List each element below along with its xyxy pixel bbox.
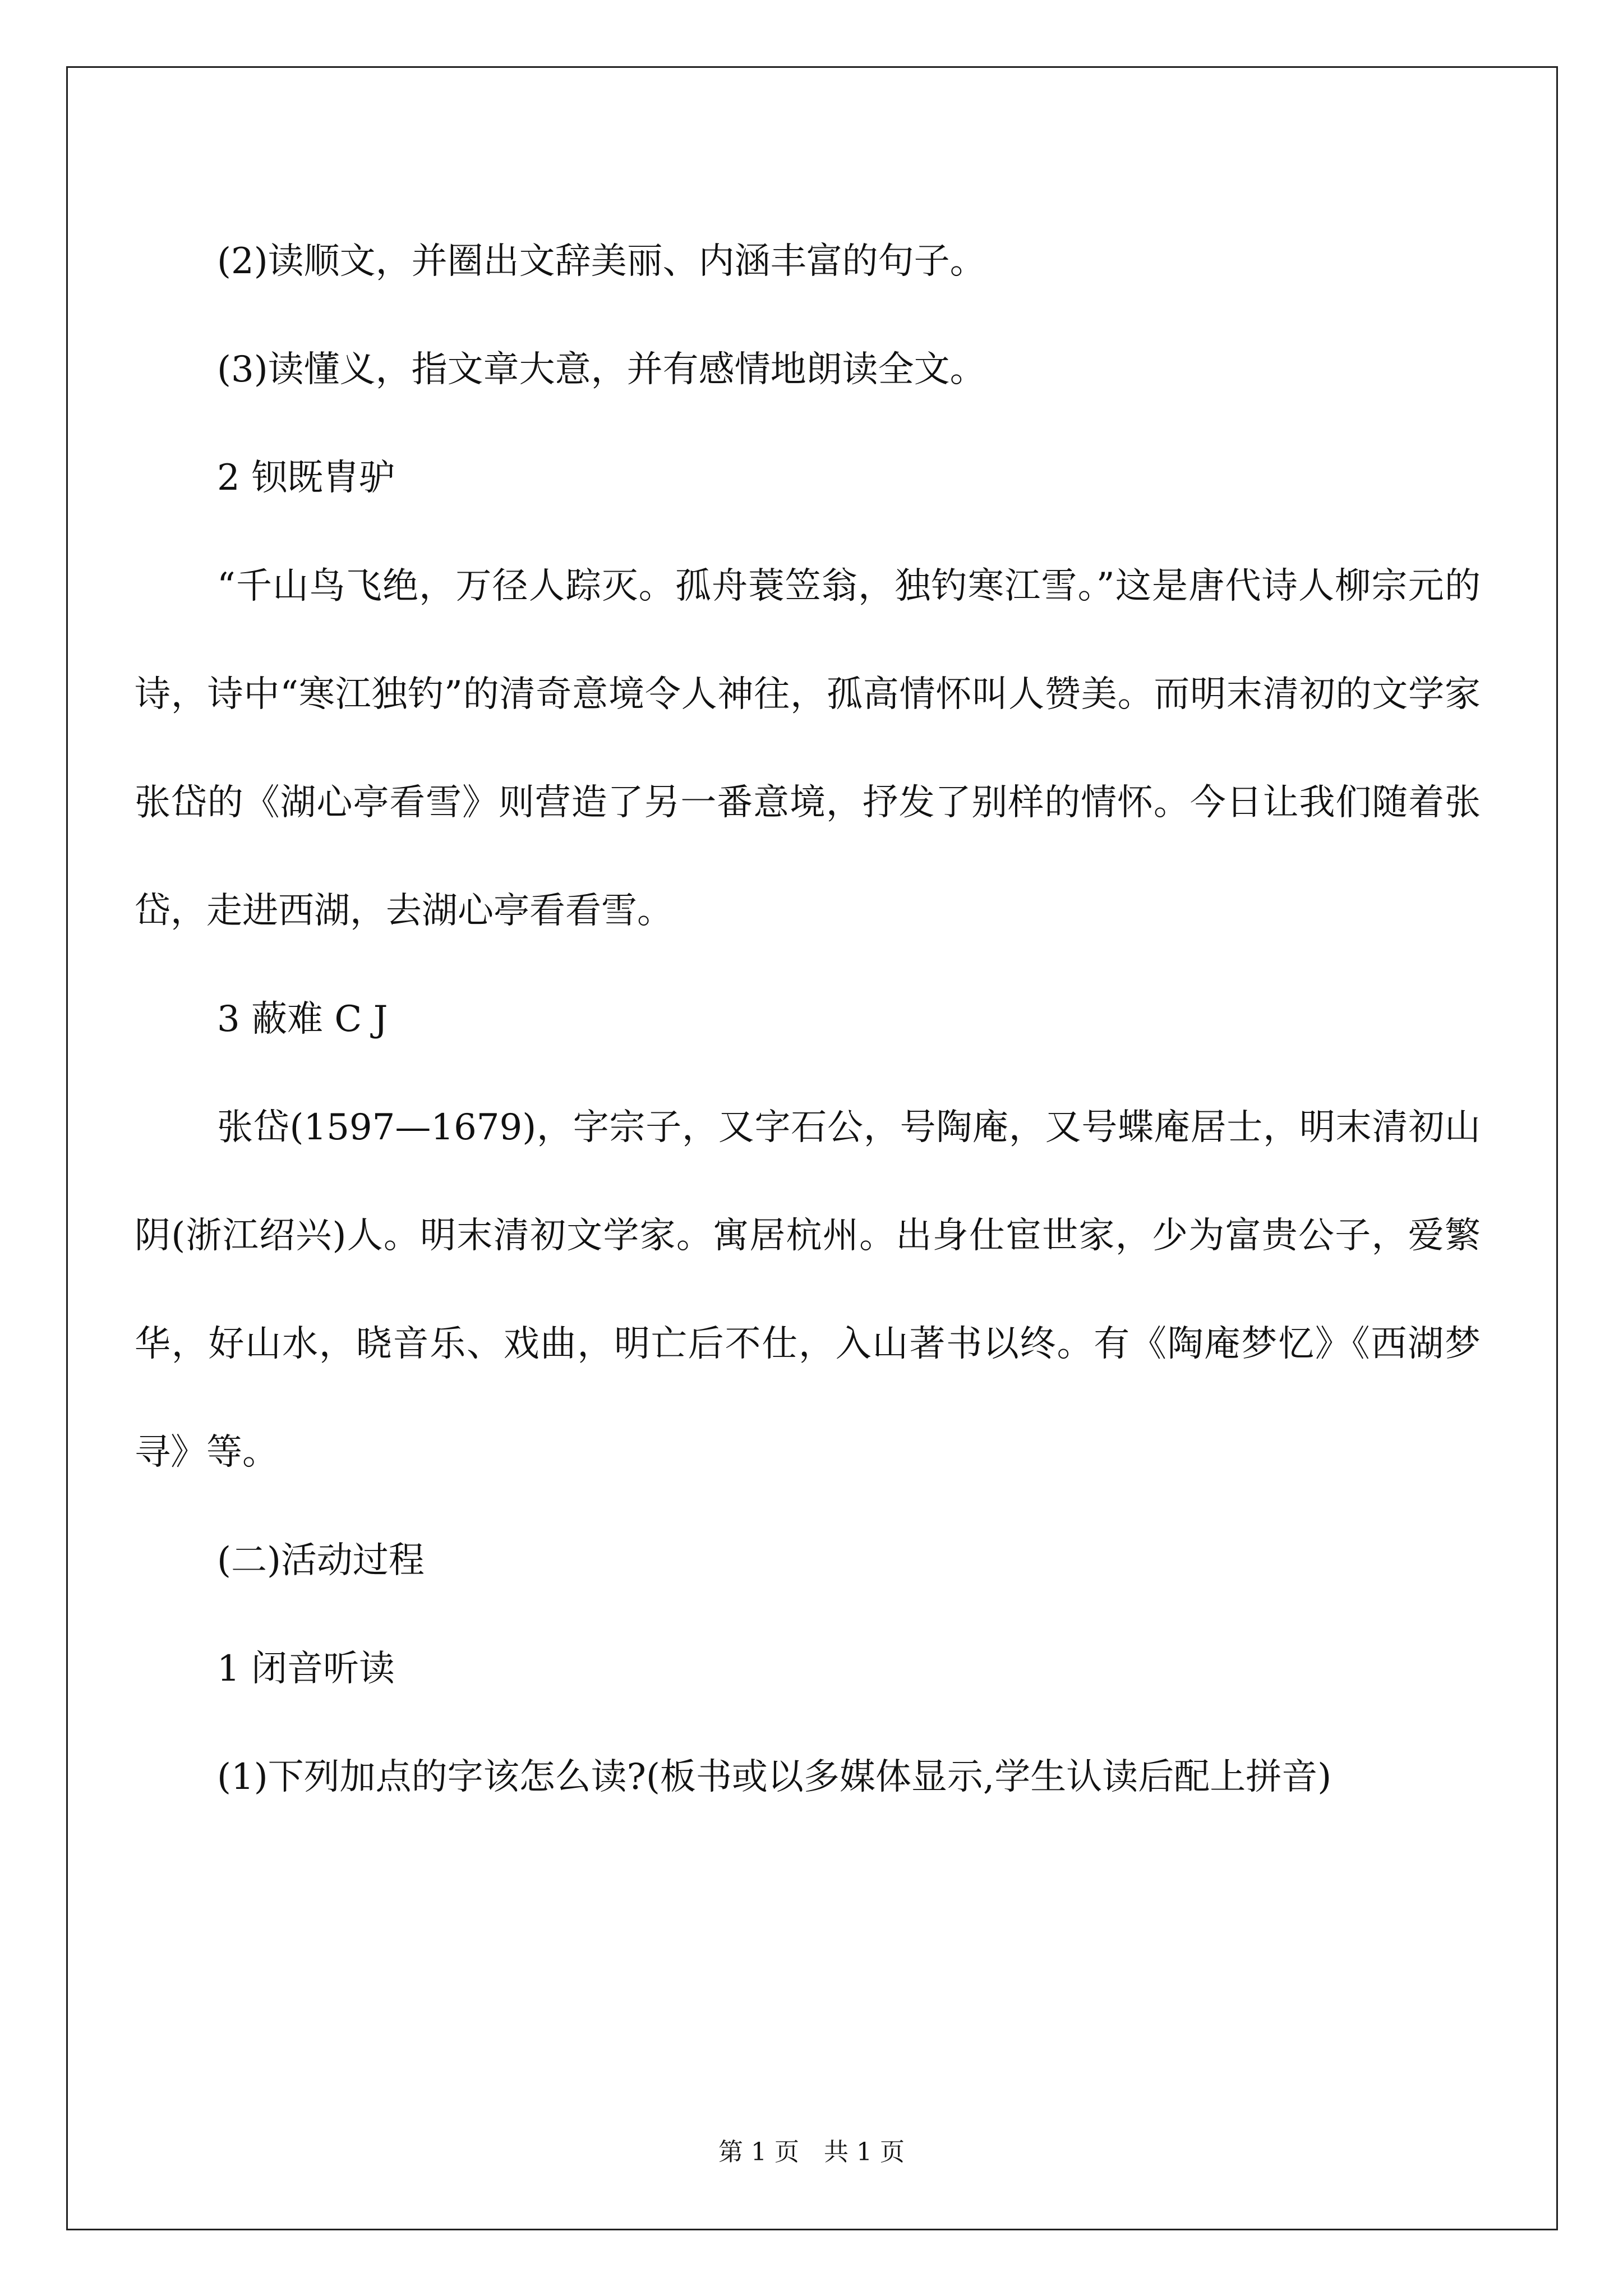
section-heading-activity: (二)活动过程 [217,1540,425,1581]
document-body [135,208,1481,1832]
section-heading-2: 2 钡既胄驴 [217,457,395,499]
page-number-footer: 第 1 页 共 1 页 [718,2138,905,2166]
section-heading-listen: 1 闭音听读 [217,1648,395,1690]
paragraph-read-smoothly: (2)读顺文，并圈出文辞美丽、内涵丰富的句子。 [217,241,986,282]
paragraph-pronunciation: (1)下列加点的字该怎么读?(板书或以多媒体显示,学生认读后配上拼音) [217,1756,1332,1798]
paragraph-introduction: “千山鸟飞绝，万径人踪灭。孤舟蓑笠翁，独钓寒江雪。”这是唐代诗人柳宗元的诗，诗中“寒江独钓”的清奇意境令人神往，孤高情怀叫人赞美。而明末清初的文学家张岱的《湖心亭看雪》则营造了另一番意境，抒发了别样的情怀。今日让我们随着张岱，走进西湖，去湖心亭看看雪。 [135,565,1481,932]
paragraph-understand-meaning: (3)读懂义，指文章大意，并有感情地朗读全文。 [217,349,986,390]
section-heading-3: 3 蔽难 C J [217,999,388,1040]
paragraph-author-bio: 张岱(1597—1679)，字宗子，又字石公，号陶庵，又号蝶庵居士，明末清初山阴(浙江绍兴)人。明末清初文学家。寓居杭州。出身仕宦世家，少为富贵公子，爱繁华，好山水，晓音乐、戏曲，明亡后不仕，入山著书以终。有《陶庵梦忆》《西湖梦寻》等。 [135,1107,1481,1473]
